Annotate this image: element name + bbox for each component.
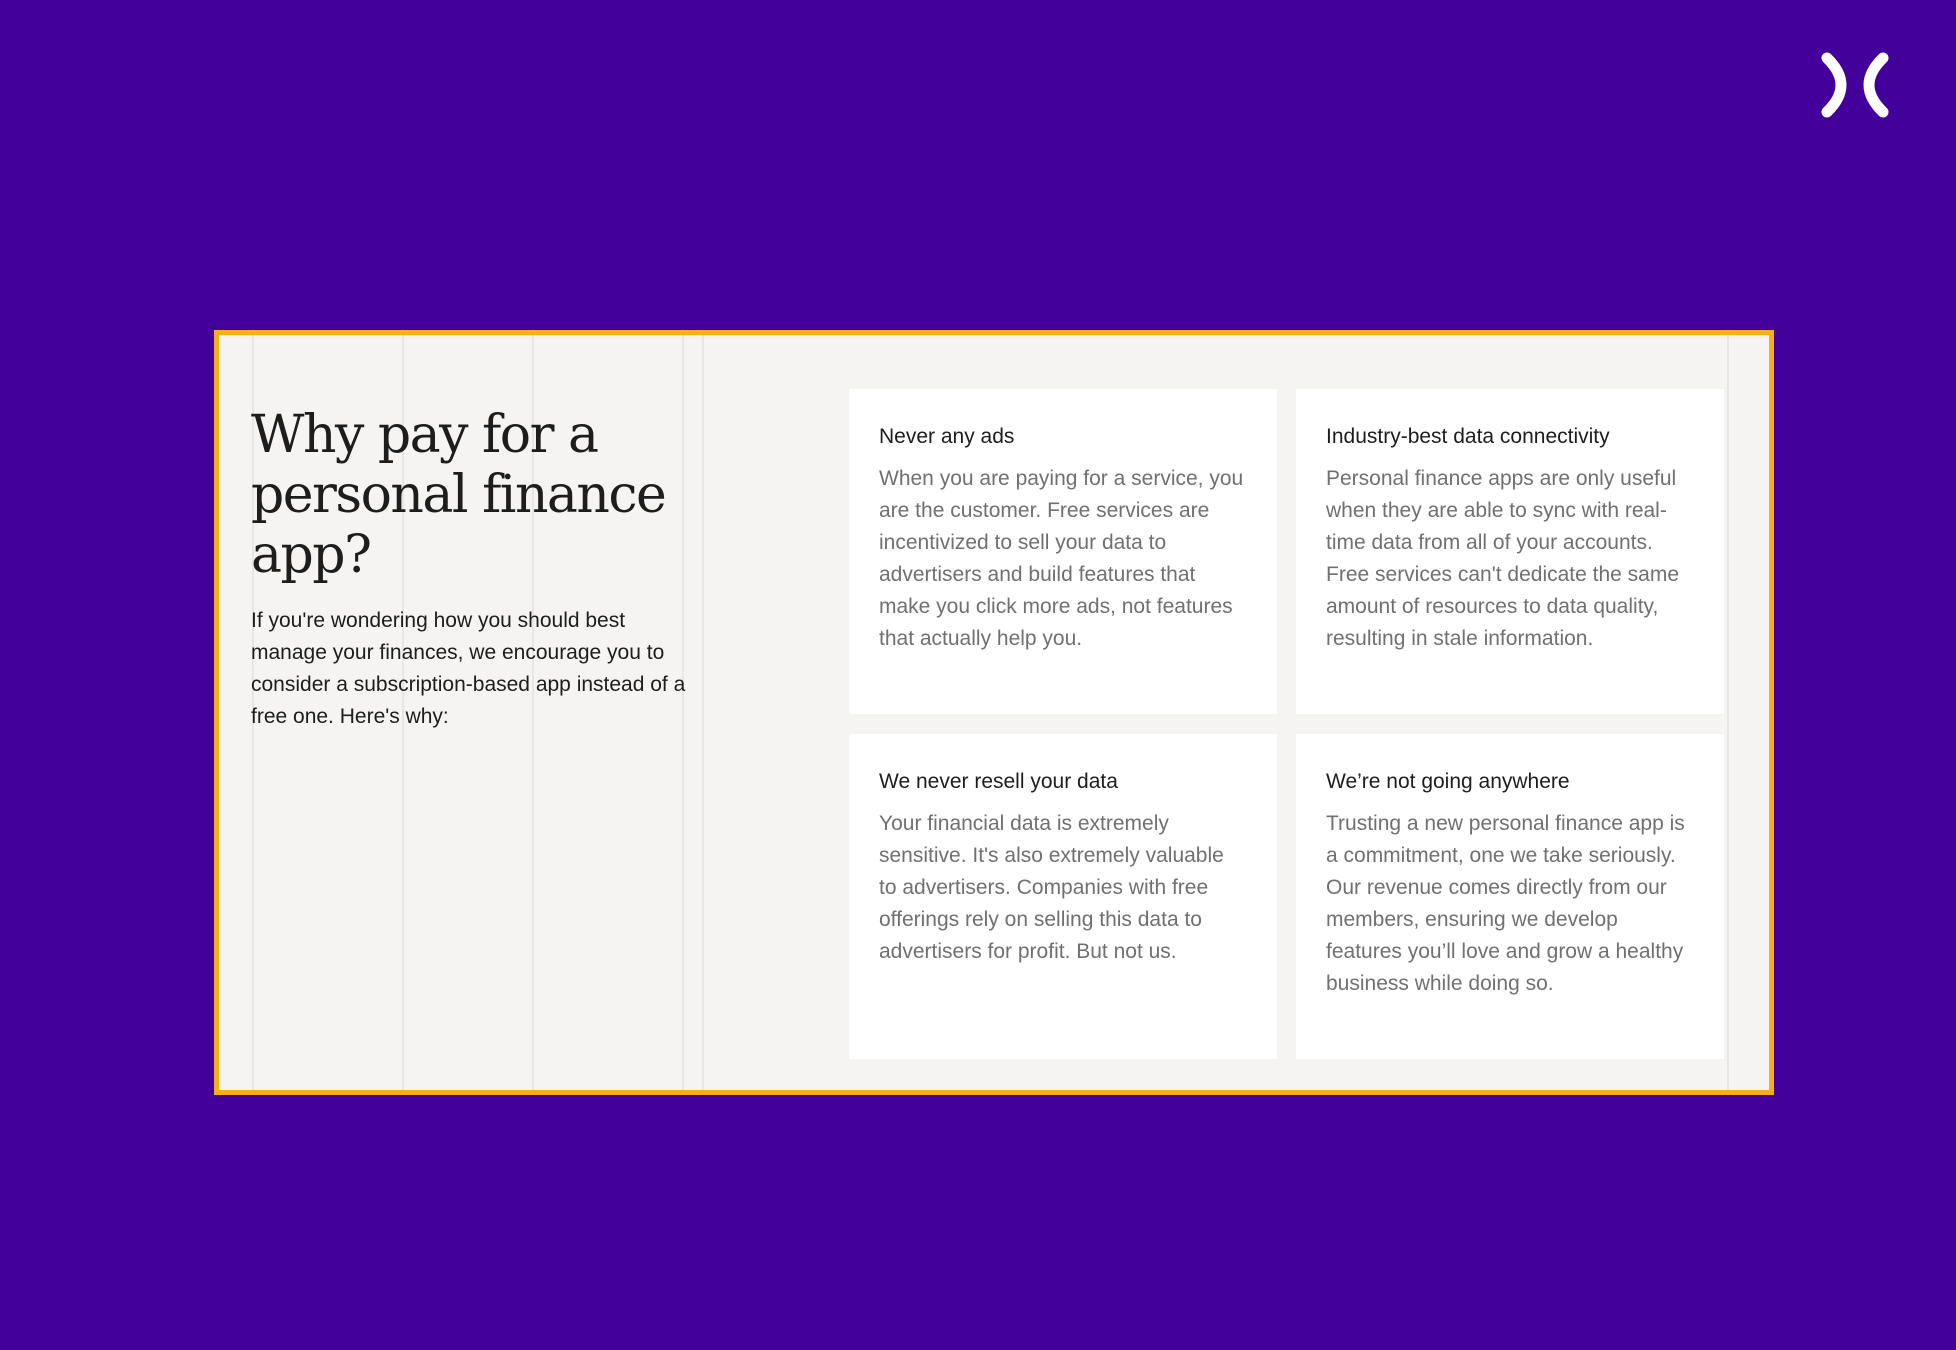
page-title <box>251 405 701 585</box>
card-not-going-anywhere <box>1296 734 1724 1059</box>
card-body: When you are paying for a service, you are the customer. Free services are incentivized to sell your data to advertisers and build features that make you click more ads, not features that actually help you. <box>879 467 1244 650</box>
card-title: Never any ads <box>879 425 1015 448</box>
x-logo-icon <box>1817 48 1893 122</box>
title-line: Why pay for a <box>251 405 598 465</box>
title-line: personal finance <box>251 465 666 525</box>
title-line: app? <box>251 525 371 585</box>
card-title: Industry-best data connectivity <box>1326 425 1610 448</box>
card-data-connectivity <box>1296 389 1724 714</box>
content-frame <box>214 330 1774 1095</box>
card-never-any-ads <box>849 389 1277 714</box>
intro-description: If you're wondering how you should best manage your finances, we encourage you to consider a subscription-based app instead of a free one. Here's why: <box>251 609 686 728</box>
card-body: Your financial data is extremely sensitive. It's also extremely valuable to advertisers. Companies with free offerings rely on selling this data to advertisers for profit. But not us. <box>879 812 1224 963</box>
intro-section <box>251 405 701 733</box>
card-title: We’re not going anywhere <box>1326 770 1570 793</box>
card-body: Trusting a new personal finance app is a commitment, one we take seriously. Our revenue comes directly from our members, ensuring we develop features you’ll love and grow a healthy business while doing so. <box>1326 812 1685 995</box>
card-body: Personal finance apps are only useful when they are able to sync with real-time data from all of your accounts. Free services can't dedicate the same amount of resources to data quality, resulting in stale information. <box>1326 467 1680 650</box>
card-never-resell-data <box>849 734 1277 1059</box>
card-title: We never resell your data <box>879 770 1118 793</box>
